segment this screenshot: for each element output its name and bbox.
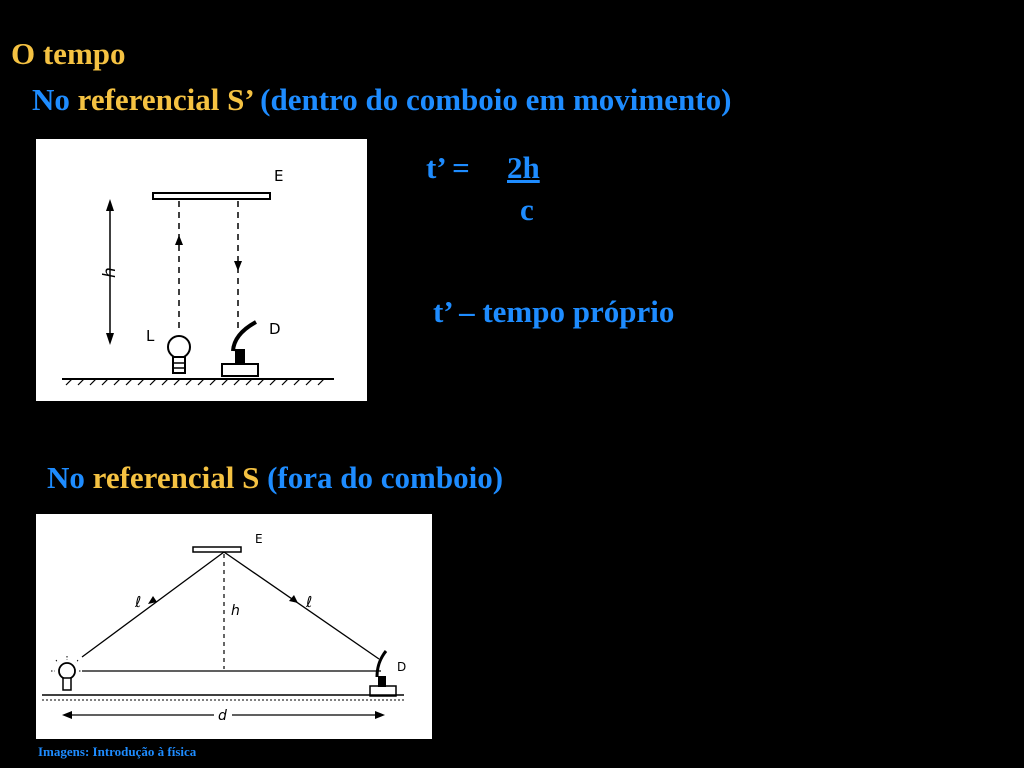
light-path-up [82, 552, 224, 657]
light-clock-rest-frame-drawing [36, 514, 432, 739]
path-arrow-icon [289, 595, 298, 603]
proper-time-note: t’ – tempo próprio [433, 294, 675, 329]
detector-label: D [397, 660, 407, 674]
arrow-up-icon [106, 199, 114, 211]
height-label: h [100, 267, 120, 278]
detector-label: D [269, 320, 281, 338]
height-label: h [231, 603, 240, 619]
mirror [153, 193, 270, 199]
lamp-label: L [146, 327, 155, 345]
distance-label: d [218, 708, 227, 724]
detector-icon [370, 651, 396, 696]
frame-s-no: No [47, 460, 93, 495]
arrow-left-icon [62, 711, 72, 719]
mirror-label: E [255, 532, 263, 546]
ray-arrow-up-icon [175, 235, 183, 245]
formula-denominator: c [520, 192, 534, 227]
path-label-right: ℓ [306, 593, 313, 611]
light-clock-moving-frame-figure [36, 139, 367, 401]
formula-lhs: t’ = [426, 150, 470, 185]
arrow-down-icon [106, 333, 114, 345]
image-credit: Imagens: Introdução à física [38, 744, 197, 759]
formula-numerator: 2h [507, 150, 540, 185]
frame-s-label: referencial S [92, 460, 260, 495]
arrow-right-icon [375, 711, 385, 719]
lamp-icon [168, 336, 190, 373]
lamp-icon [51, 656, 83, 690]
frame-s-desc: (fora do comboio) [259, 460, 504, 495]
detector-icon [222, 322, 258, 376]
mirror [193, 547, 241, 552]
frame-s-prime-label: referencial S’ [77, 82, 253, 117]
page-title: O tempo [11, 36, 126, 71]
light-path-down [224, 552, 379, 659]
frame-s-prime-desc: (dentro do comboio em movimento) [252, 82, 732, 117]
path-label-left: ℓ [135, 593, 142, 611]
frame-s-prime-heading [32, 82, 731, 118]
light-clock-moving-frame-drawing [36, 139, 367, 401]
frame-s-prime-no: No [32, 82, 78, 117]
frame-s-heading [47, 460, 503, 496]
ray-arrow-down-icon [234, 261, 242, 271]
light-clock-rest-frame-figure [36, 514, 432, 739]
mirror-label: E [274, 167, 284, 185]
